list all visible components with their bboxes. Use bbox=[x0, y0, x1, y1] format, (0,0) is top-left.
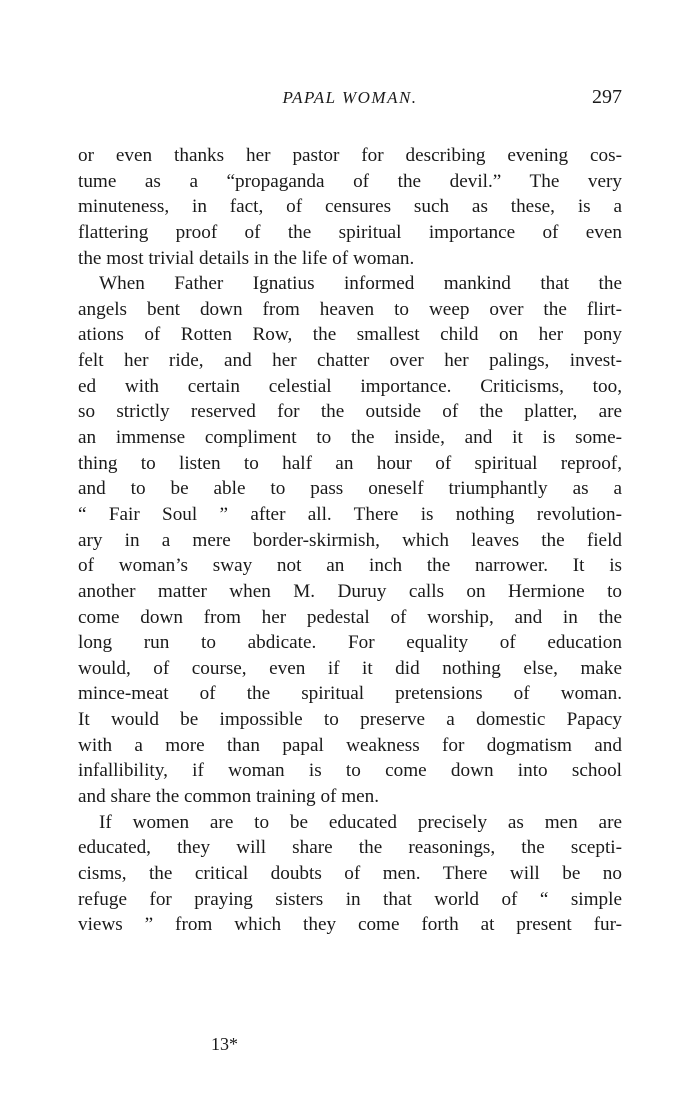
text-line: long run to abdicate. For equality of education bbox=[78, 632, 622, 654]
text-line: “ Fair Soul ” after all. There is nothing revolution- bbox=[78, 503, 622, 525]
page-number: 297 bbox=[592, 86, 622, 108]
text-line: mince-meat of the spiritual pretensions of woman. bbox=[78, 683, 622, 705]
text-line: infallibility, if woman is to come down into school bbox=[78, 760, 622, 782]
text-line: educated, they will share the reasonings, the scepti- bbox=[78, 837, 622, 859]
text-line: It would be impossible to preserve a domestic Papacy bbox=[78, 709, 622, 731]
text-line: thing to listen to half an hour of spiritual reproof, bbox=[78, 452, 622, 474]
text-line: would, of course, even if it did nothing else, make bbox=[78, 657, 622, 679]
running-head bbox=[78, 86, 622, 112]
text-line: and to be able to pass oneself triumphantly as a bbox=[78, 478, 622, 500]
body-text bbox=[78, 143, 622, 938]
text-line: tume as a “propaganda of the devil.” The very bbox=[78, 170, 622, 192]
text-line: so strictly reserved for the outside of the platter, are bbox=[78, 401, 622, 423]
text-line: and share the common training of men. bbox=[78, 786, 380, 808]
text-line: come down from her pedestal of worship, and in the bbox=[78, 606, 622, 628]
text-line: ary in a mere border-skirmish, which leaves the field bbox=[78, 529, 622, 551]
text-line: of woman’s sway not an inch the narrower. It is bbox=[78, 555, 622, 577]
text-line: the most trivial details in the life of woman. bbox=[78, 247, 415, 269]
text-line: ed with certain celestial importance. Criticisms, too, bbox=[78, 375, 622, 397]
text-line: angels bent down from heaven to weep over the flirt- bbox=[78, 298, 622, 320]
text-line: felt her ride, and her chatter over her palings, invest- bbox=[78, 350, 622, 372]
signature-mark: 13* bbox=[211, 1034, 238, 1054]
text-line: an immense compliment to the inside, and it is some- bbox=[78, 427, 622, 449]
text-line: views ” from which they come forth at present fur- bbox=[78, 914, 622, 936]
text-line: flattering proof of the spiritual importance of even bbox=[78, 221, 622, 243]
text-line: minuteness, in fact, of censures such as these, is a bbox=[78, 196, 622, 218]
text-line: When Father Ignatius informed mankind that the bbox=[99, 273, 622, 295]
text-line: cisms, the critical doubts of men. There will be no bbox=[78, 862, 622, 884]
text-line: ations of Rotten Row, the smallest child on her pony bbox=[78, 324, 622, 346]
text-line: with a more than papal weakness for dogmatism and bbox=[78, 734, 622, 756]
text-line: If women are to be educated precisely as men are bbox=[99, 811, 622, 833]
text-line: or even thanks her pastor for describing evening cos- bbox=[78, 145, 622, 166]
text-line: another matter when M. Duruy calls on Hermione to bbox=[78, 580, 622, 602]
text-line: refuge for praying sisters in that world of “ simple bbox=[78, 888, 622, 910]
running-title: PAPAL WOMAN. bbox=[282, 88, 418, 107]
